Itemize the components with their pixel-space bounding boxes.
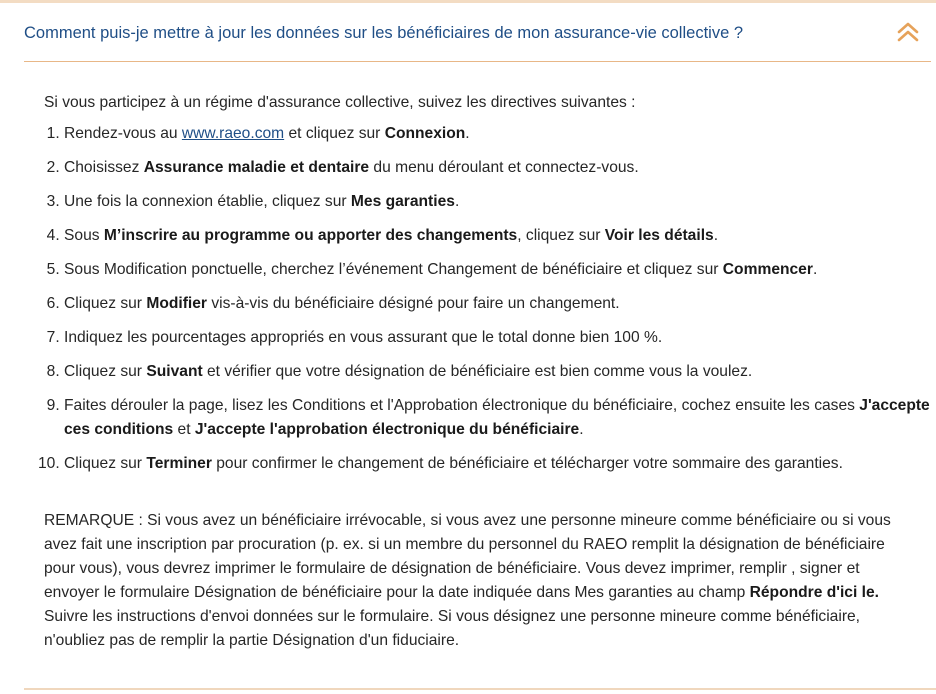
note-text: REMARQUE : Si vous avez un bénéficiaire irrévocable, si vous avez une personne mineure comme bénéficiaire ou si vous avez fait une inscription par procuration (p. ex. si un membre du personnel du RAEO remplit la désignation de bénéficiaire pour vous), vous devrez imprimer le formulaire de désignation de bénéficiaire. Vous devez imprimer, remplir , signer et envoyer le formulaire Désignation de bénéficiaire pour la date indiquée dans Mes garanties au champ [44,512,891,601]
remark-note [44,509,914,653]
accordion-body [24,62,931,653]
step-bold-text: Commencer [722,261,813,278]
step-1 [64,122,931,146]
step-text: Indiquez les pourcentages appropriés en vous assurant que le total donne bien 100 %. [64,329,663,346]
step-text: Choisissez [64,159,144,176]
step-text: pour confirmer le changement de bénéficiaire et télécharger votre sommaire des garanties. [211,455,843,472]
step-4 [64,224,931,248]
step-10 [64,452,931,476]
step-bold-text: M’inscrire au programme ou apporter des changements [103,227,518,244]
raeo-website-link[interactable]: www.raeo.com [181,125,285,142]
step-bold-text: Terminer [146,455,212,472]
step-bold-text: Mes garanties [350,193,455,210]
faq-question-title[interactable]: Comment puis-je mettre à jour les données sur les bénéficiaires de mon assurance-vie collective ? [24,23,744,42]
step-text: . [465,125,470,142]
step-7 [64,326,931,350]
step-6 [64,292,931,316]
step-text: . [812,261,818,278]
step-text: . [713,227,719,244]
bottom-divider [24,688,936,690]
step-bold-text: Assurance maladie et dentaire [143,159,370,176]
step-text: et vérifier que votre désignation de bénéficiaire est bien comme vous la voulez. [202,363,753,380]
step-text: Sous [64,227,104,244]
step-text: Sous Modification ponctuelle, cherchez l’événement Changement de bénéficiaire et cliquez sur [64,261,723,278]
intro-text: Si vous participez à un régime d'assurance collective, suivez les directives suivantes : [44,94,636,111]
step-text: Une fois la connexion établie, cliquez sur [64,193,351,210]
step-text: du menu déroulant et connectez-vous. [369,159,639,176]
double-chevron-up-icon[interactable] [895,19,921,45]
steps-list [44,122,931,476]
step-3 [64,190,931,214]
step-bold-text: Suivant [146,363,203,380]
step-text: Cliquez sur [64,295,147,312]
step-text: , cliquez sur [517,227,605,244]
step-text: . [579,421,584,438]
step-text: Faites dérouler la page, lisez les Conditions et l'Approbation électronique du bénéficiaire, cochez ensuite les cases [64,397,860,414]
step-5 [64,258,931,282]
step-bold-text: Voir les détails [604,227,714,244]
faq-accordion-item [24,3,931,691]
step-bold-text: Modifier [146,295,207,312]
step-2 [64,156,931,180]
accordion-header[interactable] [24,3,931,62]
step-bold-text: J'accepte ces conditions [64,397,930,438]
step-text: . [454,193,460,210]
step-9 [64,394,931,442]
step-8 [64,360,931,384]
note-text: Suivre les instructions d'envoi données sur le formulaire. Si vous désignez une personne mineure comme bénéficiaire, n'oubliez pas de remplir la partie Désignation d'un fiduciaire. [44,608,861,649]
step-text: Rendez-vous au [64,125,182,142]
step-text: Cliquez sur [64,455,147,472]
step-text: et cliquez sur [284,125,385,142]
step-text: et [173,421,195,438]
step-text: vis-à-vis du bénéficiaire désigné pour faire un changement. [206,295,620,312]
step-bold-text: J'accepte l'approbation électronique du bénéficiaire [194,421,580,438]
note-bold-text: Répondre d'ici le. [749,584,879,601]
step-bold-text: Connexion [384,125,466,142]
step-text: Cliquez sur [64,363,147,380]
